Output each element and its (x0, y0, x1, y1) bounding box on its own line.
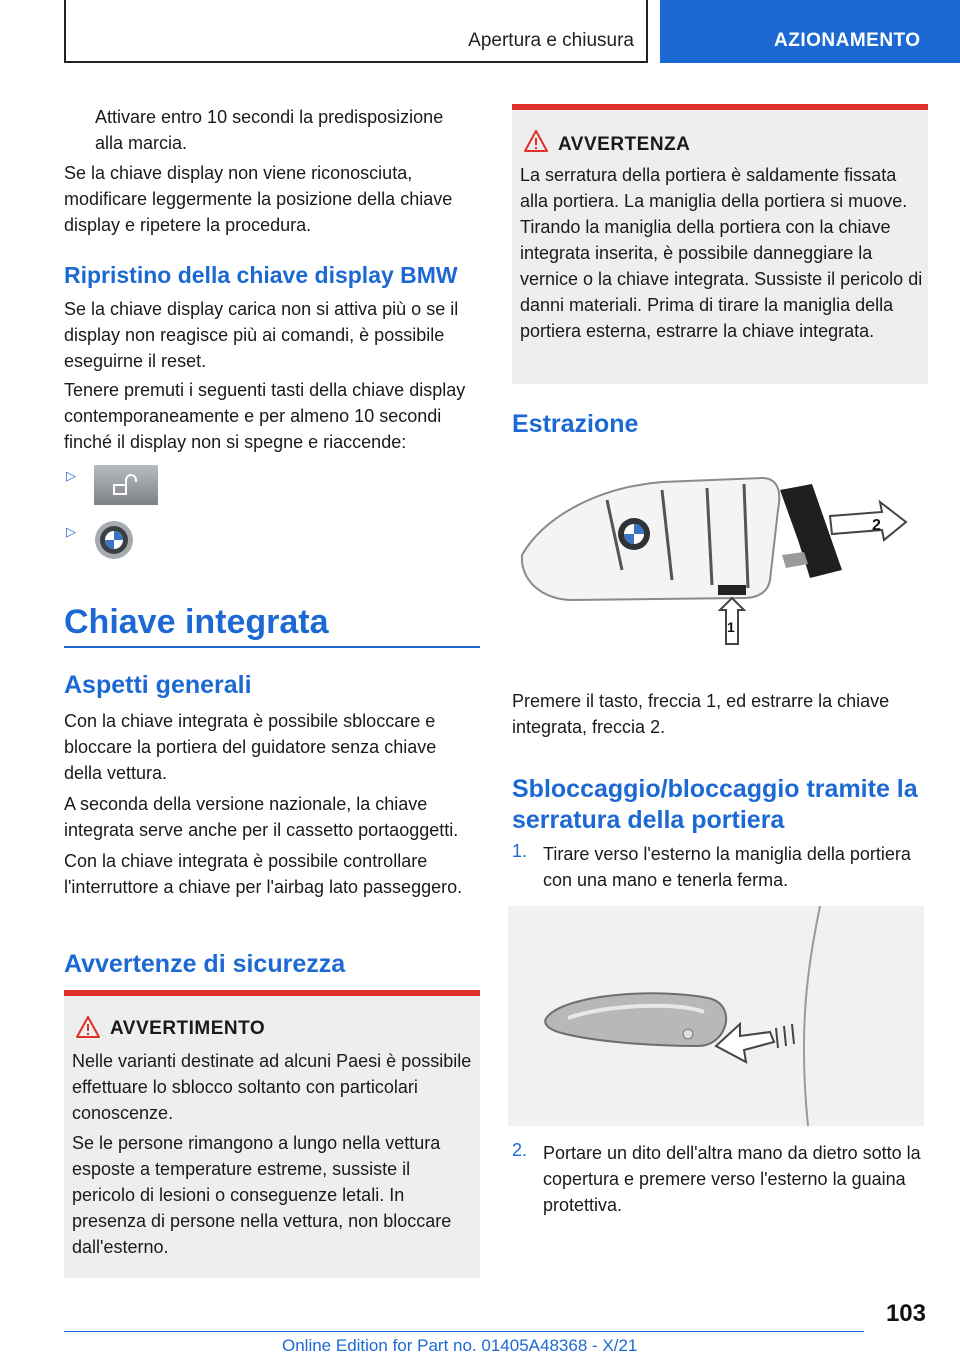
header-chapter-title: AZIONAMENTO (774, 30, 921, 51)
key-body (522, 478, 779, 600)
header-chapter-tab (660, 0, 960, 63)
footer-rule (64, 1331, 864, 1332)
warning-triangle-icon (76, 1016, 100, 1038)
general-paragraph-1: Con la chiave integrata è possibile sbloccare e bloccare la portiera del guidatore senza chiave della vettura. (64, 711, 437, 783)
header-section-box (64, 0, 648, 63)
warning-paragraph-2: Se le persone rimangono a lungo nella vettura esposte a temperature estreme, sussiste il pericolo di lesioni o conseguenze letali. In presenza di persone nella vettura, non bloccare dall'esterno. (72, 1133, 452, 1257)
door-gap-line (804, 906, 820, 1126)
warning-title: AVVERTIMENTO (110, 1018, 266, 1039)
integrated-key-heading: Chiave integrata (64, 603, 329, 641)
general-paragraph-3: Con la chiave integrata è possibile controllare l'interruttore a chiave per l'airbag lato passeggero. (64, 851, 463, 897)
caution-text: La serratura della portiera è saldamente fissata alla portiera. La maniglia della portiera si muove. Tirando la maniglia della portiera con la chiave integrata inserita, è possibile danneggiare la vernice o la chiave integrata. Sussiste il pericolo di danni materiali. Prima di tirare la maniglia della portiera esterna, estrarre la chiave integrata. (520, 165, 923, 341)
arrow-2 (830, 502, 906, 540)
bullet-marker: ▷ (66, 468, 76, 483)
general-heading: Aspetti generali (64, 671, 252, 699)
warning-paragraph-1: Nelle varianti destinate ad alcuni Paesi è possibile effettuare lo sblocco soltanto con particolari conoscenze. (72, 1051, 472, 1123)
intro-paragraph: Se la chiave display non viene riconosciuta, modificare leggermente la posizione della chiave display e ripetere la procedura. (64, 163, 453, 235)
release-button (718, 585, 746, 595)
door-handle-figure (508, 906, 924, 1126)
heading-rule (64, 646, 480, 648)
reset-heading: Ripristino della chiave display BMW (64, 262, 458, 288)
general-paragraph-2: A seconda della versione nazionale, la chiave integrata serve anche per il cassetto portaoggetti. (64, 794, 459, 840)
arrow-2-label: 2 (872, 517, 881, 534)
bullet-marker: ▷ (66, 524, 76, 539)
lock-heading: Sbloccaggio/bloccaggio tramite la serratura della portiera (512, 775, 918, 834)
step-number: 1. (512, 841, 528, 861)
unlock-icon (94, 465, 158, 505)
warning-box (64, 990, 480, 1278)
warning-triangle-icon (524, 130, 548, 152)
step-number: 2. (512, 1140, 528, 1160)
bmw-button-image (94, 520, 134, 560)
safety-heading: Avvertenze di sicurezza (64, 950, 346, 978)
header-section-title: Apertura e chiusura (468, 30, 634, 51)
page-number: 103 (885, 1300, 926, 1327)
caution-title: AVVERTENZA (558, 134, 691, 155)
caution-bar (512, 104, 928, 110)
extraction-text: Premere il tasto, freccia 1, ed estrarre la chiave integrata, freccia 2. (512, 691, 890, 737)
intro-line: Attivare entro 10 secondi la predisposizione alla marcia. (95, 107, 444, 153)
unlock-button-image (94, 465, 158, 505)
reset-paragraph-1: Se la chiave display carica non si attiva più o se il display non reagisce più ai comandi, è possibile eseguirne il reset. (64, 299, 459, 371)
extraction-heading: Estrazione (512, 410, 639, 438)
reset-paragraph-2: Tenere premuti i seguenti tasti della chiave display contemporaneamente e per almeno 10 secondi finché il display non si spegne e riaccende: (64, 380, 466, 452)
caution-box (512, 104, 928, 384)
door-handle (545, 993, 726, 1046)
key-extraction-figure (512, 460, 928, 660)
bmw-logo-icon (94, 520, 134, 560)
step-text: Tirare verso l'esterno la maniglia della portiera con una mano e tenerla ferma. (543, 844, 911, 890)
footer-edition: Online Edition for Part no. 01405A48368 - X/21 (282, 1336, 638, 1355)
arrow-1-label: 1 (727, 619, 735, 635)
step-text: Portare un dito dell'altra mano da dietro sotto la copertura e premere verso l'esterno la guaina protettiva. (543, 1143, 921, 1215)
warning-bar (64, 990, 480, 996)
